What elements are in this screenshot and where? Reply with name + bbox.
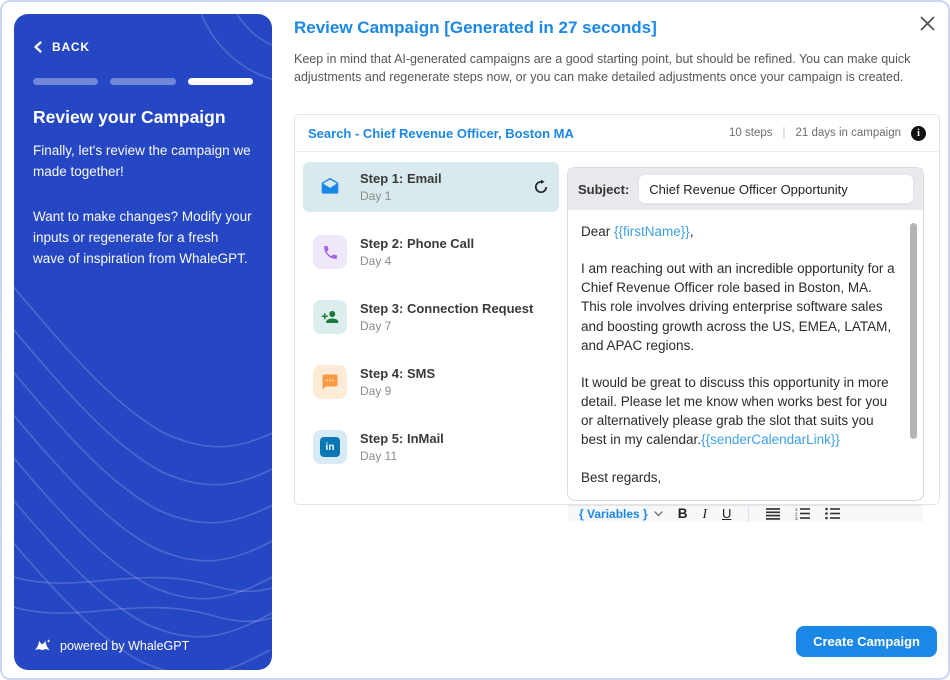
body-paragraph-1: I am reaching out with an incredible opportunity for a Chief Revenue Officer role based in Boston, MA. This role involves driving enterprise software sales and boosting growth across the US, EMEA, LATAM, and APAC regions. (581, 261, 895, 353)
regenerate-step-button[interactable] (533, 179, 549, 195)
body-paragraph-2: It would be great to discuss this opportunity in more detail. Please let me know when works best for you or alternatively please grab the slot that suits you best in my calendar.{{senderCalendarLink}} (581, 374, 889, 448)
firstname-variable: {{firstName}} (614, 224, 690, 239)
powered-by-label: powered by WhaleGPT (60, 639, 190, 653)
phone-icon (313, 235, 347, 269)
wizard-progress (33, 78, 253, 85)
campaign-duration: 21 days in campaign (795, 127, 901, 139)
step-item-phone-call[interactable] (303, 227, 559, 277)
body-scrollbar[interactable] (910, 223, 917, 439)
sidebar-paragraph-2: Want to make changes? Modify your inputs or regenerate for a fresh wave of inspiration from WhaleGPT. (33, 208, 252, 266)
step-item-email[interactable] (303, 162, 559, 212)
wizard-sidebar (14, 14, 272, 670)
email-editor (567, 167, 924, 522)
bullet-list-button[interactable] (825, 507, 840, 520)
page-title: Review Campaign [Generated in 27 seconds] (294, 18, 657, 37)
underline-button[interactable]: U (721, 506, 732, 522)
step-day: Day 9 (360, 384, 392, 398)
chevron-down-icon (654, 511, 663, 517)
toolbar-divider (748, 506, 749, 522)
subject-bar (568, 168, 923, 210)
ordered-list-button[interactable] (795, 507, 810, 520)
step-day: Day 11 (360, 449, 398, 463)
linkedin-icon: in (313, 430, 347, 464)
step-item-inmail[interactable] (303, 422, 559, 472)
campaign-card-header (295, 115, 939, 152)
chevron-left-icon (33, 41, 43, 53)
whale-tail-icon (33, 638, 52, 654)
person-add-icon (313, 300, 347, 334)
step-item-connection-request[interactable] (303, 292, 559, 342)
back-button[interactable] (33, 40, 253, 54)
editor-toolbar (568, 505, 923, 522)
step-label: Step 3: Connection Request (360, 301, 534, 316)
italic-button[interactable]: I (702, 505, 707, 521)
steps-list (295, 152, 567, 505)
step-day: Day 1 (360, 189, 392, 203)
campaign-meta (729, 126, 926, 141)
back-label: BACK (52, 40, 90, 54)
step-label: Step 2: Phone Call (360, 236, 475, 251)
steps-count: 10 steps (729, 127, 773, 139)
step-label: Step 4: SMS (360, 366, 436, 381)
svg-text:2: 2 (795, 511, 798, 517)
powered-by (33, 638, 189, 654)
email-body[interactable] (568, 210, 923, 505)
svg-text:3: 3 (795, 516, 798, 522)
sidebar-paragraph-1: Finally, let's review the campaign we made together! (33, 143, 251, 179)
progress-step-1 (33, 78, 98, 85)
step-day: Day 4 (360, 254, 392, 268)
campaign-card (294, 114, 940, 522)
info-icon[interactable]: i (911, 126, 926, 141)
chat-bubble-icon (313, 365, 347, 399)
greeting-line: Dear {{firstName}}, (581, 224, 694, 239)
meta-separator: | (782, 127, 786, 139)
step-label: Step 1: Email (360, 171, 442, 186)
progress-step-2 (110, 78, 175, 85)
step-item-sms[interactable] (303, 357, 559, 407)
email-open-icon (313, 170, 347, 204)
subject-input[interactable] (639, 175, 913, 203)
refresh-icon (533, 179, 549, 195)
progress-step-3 (188, 78, 253, 85)
bold-button[interactable]: B (677, 506, 688, 522)
svg-text:1: 1 (795, 507, 798, 513)
subject-label: Subject: (578, 181, 630, 197)
step-label: Step 5: InMail (360, 431, 444, 446)
sidebar-title: Review your Campaign (33, 107, 226, 127)
close-icon (920, 16, 935, 31)
calendar-link-variable: {{senderCalendarLink}} (701, 432, 840, 448)
align-justify-button[interactable] (766, 508, 780, 520)
step-day: Day 7 (360, 319, 392, 333)
closing-line: Best regards, (581, 469, 662, 485)
variables-dropdown[interactable]: { Variables } (579, 507, 663, 521)
campaign-name-link[interactable]: Search - Chief Revenue Officer, Boston MA (308, 125, 574, 141)
page-subtitle: Keep in mind that AI-generated campaigns are a good starting point, but should be refined. You can make quick adjustments and regenerate steps now, or you can make detailed adjustments once your campaign is created. (294, 52, 911, 84)
close-button[interactable] (916, 12, 938, 34)
create-campaign-button[interactable]: Create Campaign (796, 626, 937, 657)
